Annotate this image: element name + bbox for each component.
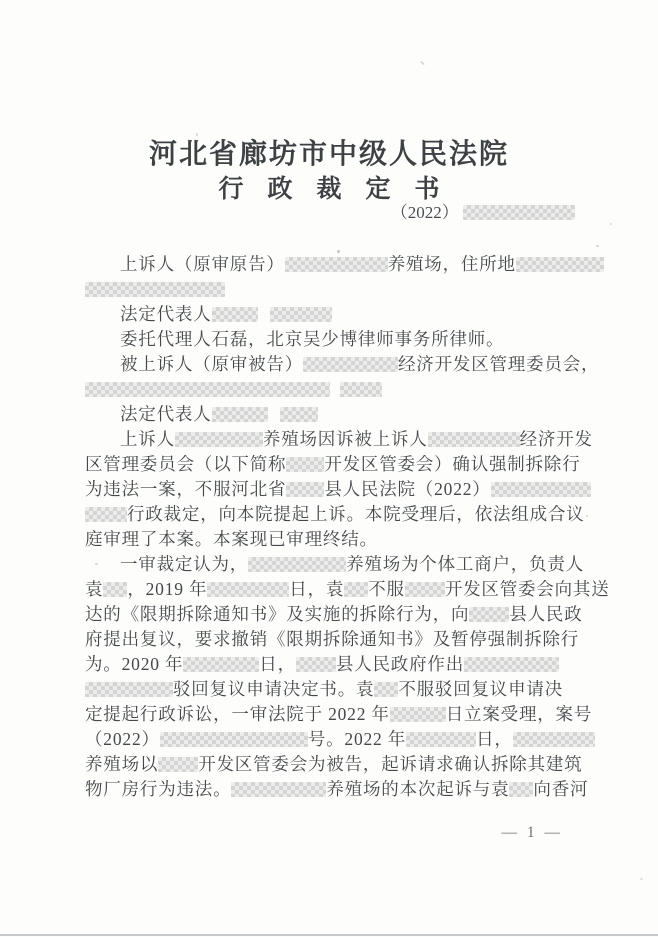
text-segment: 养殖场的本次起诉与袁 [326, 779, 510, 799]
document-line [85, 252, 577, 277]
redaction-block [513, 732, 595, 747]
redaction-block [296, 657, 336, 672]
text-segment: 向香河 [533, 779, 589, 799]
scan-speck [596, 245, 599, 247]
spacer [330, 394, 340, 395]
redaction-block [340, 382, 382, 397]
text-segment: 养殖场因诉被上诉人 [262, 429, 428, 449]
document-line [85, 702, 593, 727]
text-segment: 开发区管委会向其送 [444, 579, 610, 599]
redaction-block [491, 482, 591, 497]
text-segment: 县人民政府作出 [335, 654, 464, 674]
document-line [85, 752, 583, 777]
redaction-block [280, 407, 318, 422]
scan-edge-line [0, 934, 658, 936]
court-name-title: 河北省廊坊市中级人民法院 [148, 139, 509, 170]
text-segment: 定提起行政诉讼，一审法院于 2022 年 [85, 704, 390, 724]
text-segment: 日， [259, 654, 296, 674]
redaction-block [285, 257, 388, 272]
text-segment: 开发区管委会为被告，起诉请求确认拆除其建筑 [198, 754, 583, 774]
redaction-block [175, 432, 263, 447]
redaction-block [160, 732, 308, 747]
text-segment: 一审裁定认为， [120, 554, 249, 574]
redaction-block [231, 782, 326, 797]
text-segment: 经济开发区管理委员会， [398, 354, 600, 374]
redaction-block [509, 782, 533, 797]
document-line [85, 577, 610, 602]
document-line [85, 527, 577, 552]
text-segment: 不服 [368, 579, 405, 599]
document-line [85, 677, 577, 702]
text-segment: 日， [476, 729, 513, 749]
document-line [85, 652, 577, 677]
redaction-block [207, 582, 289, 597]
document-body [85, 252, 610, 802]
redaction-block [390, 707, 446, 722]
spacer [258, 319, 270, 320]
redaction-block [85, 282, 225, 297]
text-segment: 达的《限期拆除通知书》及实施的拆除行为，向 [85, 604, 470, 624]
text-segment: 委托代理人石磊，北京吴少博律师事务所律师。 [120, 329, 505, 349]
document-line [85, 727, 577, 752]
redaction-block [183, 657, 259, 672]
text-segment: 养殖场为个体工商户，负责人 [346, 554, 585, 574]
redaction-block [270, 307, 332, 322]
redaction-block [374, 682, 398, 697]
redaction-block [248, 557, 346, 572]
redaction-block [303, 357, 398, 372]
redaction-block [85, 507, 127, 522]
text-segment: 为。2020 年 [85, 654, 184, 674]
document-line [85, 427, 593, 452]
spacer [268, 419, 280, 420]
document-line [85, 502, 585, 527]
scan-speck [640, 878, 643, 880]
text-segment: 养殖场，住所地 [387, 254, 516, 274]
text-segment: 县人民法院（2022） [324, 479, 491, 499]
document-line [85, 352, 600, 377]
redaction-block [103, 582, 127, 597]
text-segment: 法定代表人 [120, 304, 212, 324]
redaction-block [212, 407, 268, 422]
document-line [85, 327, 577, 352]
text-segment: 袁 [85, 579, 104, 599]
redaction-block [463, 205, 575, 220]
document-line [85, 777, 589, 802]
document-line [85, 602, 583, 627]
text-segment: 物厂房行为违法。 [85, 779, 232, 799]
redaction-block [212, 307, 258, 322]
redaction-block [469, 607, 509, 622]
case-number-line [85, 198, 575, 223]
scan-speck [586, 515, 588, 517]
text-segment: 驳回复议申请决定书。袁 [173, 679, 375, 699]
redaction-block [464, 657, 559, 672]
redaction-block [344, 582, 368, 597]
text-segment: 养殖场以 [85, 754, 159, 774]
text-segment: 为违法一案，不服河北省 [85, 479, 287, 499]
document-line [85, 552, 585, 577]
document-line [85, 277, 577, 302]
redaction-block [85, 382, 330, 397]
document-line [85, 377, 577, 402]
page-number: — 1 — [501, 824, 563, 841]
document-line [85, 452, 581, 477]
text-segment: 县人民政 [509, 604, 583, 624]
text-segment: 府提出复议，要求撤销《限期拆除通知书》及暂停强制拆除行 [85, 629, 580, 649]
text-segment: 日，袁 [289, 579, 345, 599]
text-segment: 被上诉人（原审被告） [120, 354, 303, 374]
document-type-title: 行政裁定书 [218, 176, 464, 203]
redaction-block [405, 582, 445, 597]
text-segment: 日立案受理，案号 [445, 704, 593, 724]
text-segment: 经济开发 [519, 429, 593, 449]
redaction-block [428, 432, 520, 447]
redaction-block [286, 482, 324, 497]
document-line [85, 402, 577, 427]
redaction-block [516, 257, 604, 272]
redaction-block [406, 732, 476, 747]
redaction-block [286, 457, 324, 472]
text-segment: 不服驳回复议申请决 [398, 679, 564, 699]
text-segment: 上诉人 [120, 429, 175, 449]
text-segment: ，2019 年 [127, 579, 208, 599]
text-segment: （2022） [85, 729, 160, 749]
document-line [85, 477, 577, 502]
scan-speck [610, 223, 612, 225]
document-line [85, 302, 577, 327]
text-segment: 庭审理了本案。本案现已审理终结。 [85, 529, 378, 549]
text-segment: 号。2022 年 [307, 729, 407, 749]
text-segment: 上诉人（原审原告） [120, 254, 285, 274]
case-number-year: （2022） [390, 203, 459, 222]
redaction-block [85, 682, 173, 697]
text-segment: 法定代表人 [120, 404, 212, 424]
redaction-block [158, 757, 198, 772]
document-line [85, 627, 580, 652]
text-segment: 行政裁定，向本院提起上诉。本院受理后，依法组成合议 [127, 504, 585, 524]
scan-speck [420, 61, 425, 66]
text-segment: 开发区管委会）确认强制拆除行 [324, 454, 581, 474]
text-segment: 区管理委员会（以下简称 [85, 454, 287, 474]
